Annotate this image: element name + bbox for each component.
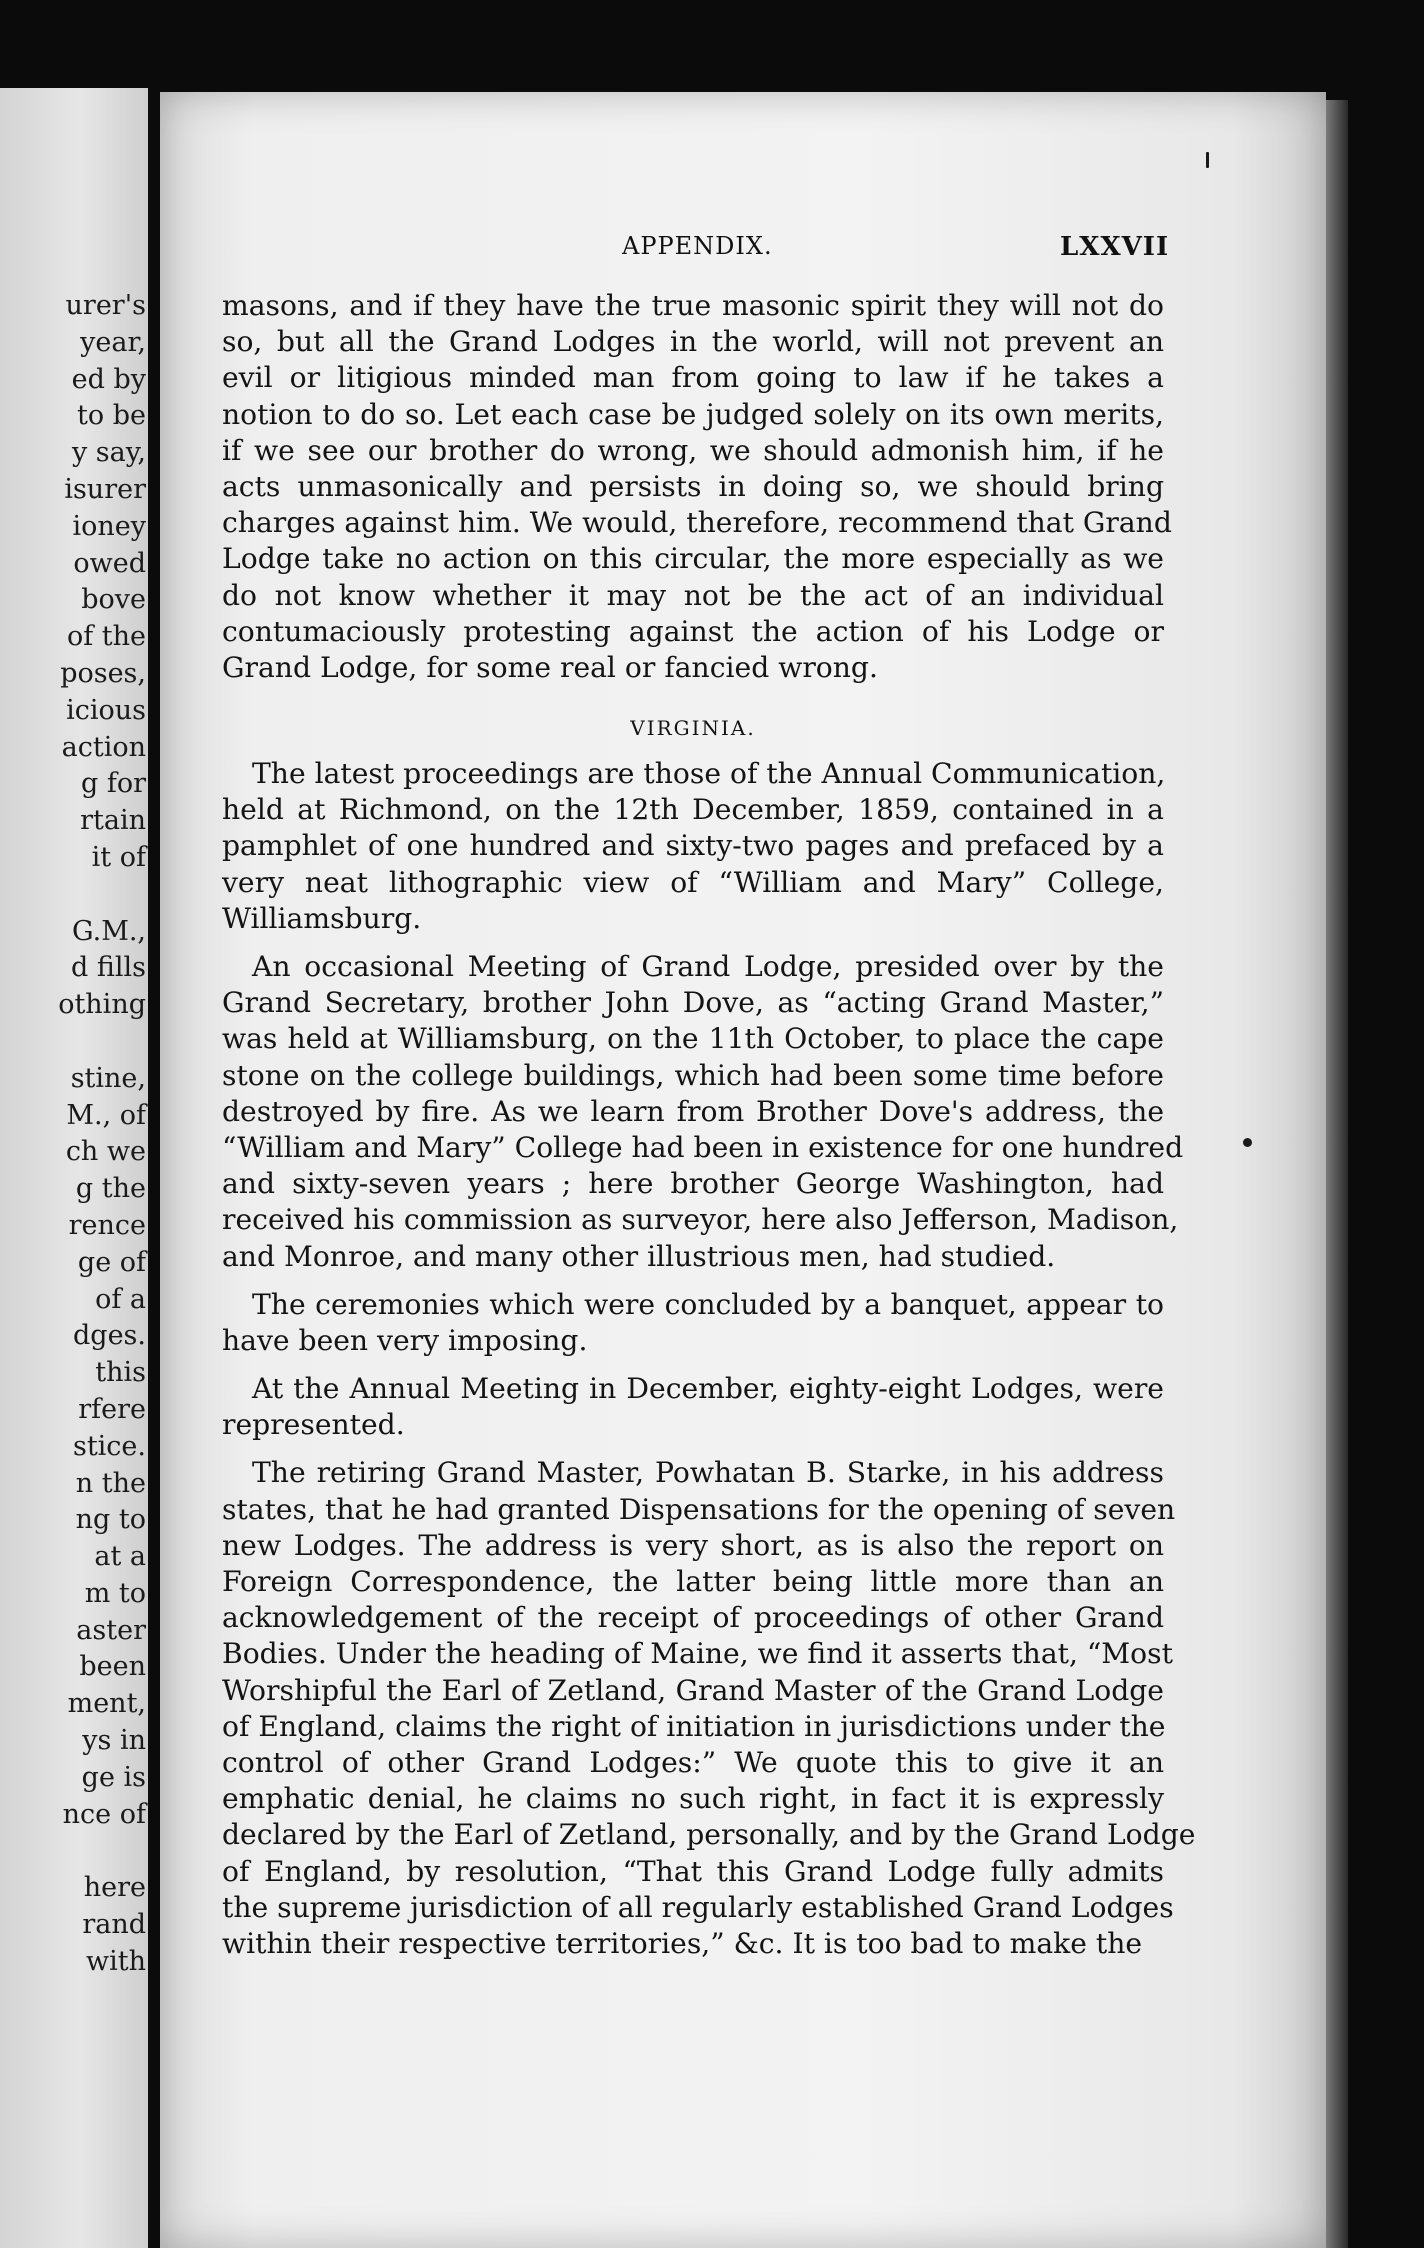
left-page-line: ch we: [65, 1136, 146, 1168]
left-page-lines: [58, 288, 146, 1981]
text-line: charges against him. We would, therefore, recommend that Grand: [222, 506, 1172, 540]
left-page-line: [58, 1024, 146, 1061]
text-line: the supreme jurisdiction of all regularly established Grand Lodges: [222, 1890, 1174, 1924]
body-text: [222, 288, 1196, 1962]
text-line: represented.: [222, 1408, 405, 1442]
left-page-line: m to: [84, 1577, 146, 1609]
ink-speck: [1206, 152, 1209, 168]
text-line: declared by the Earl of Zetland, personally, and by the Grand Lodge: [222, 1818, 1196, 1852]
text-line: control of other Grand Lodges:” We quote this to give it an: [222, 1745, 1164, 1779]
left-page-line: action: [61, 731, 146, 763]
text-line: acknowledgement of the receipt of proceedings of other Grand: [222, 1601, 1164, 1635]
left-page-line: here: [83, 1872, 146, 1904]
left-page-line: ng to: [75, 1504, 146, 1536]
text-line: do not know whether it may not be the act of an individual: [222, 578, 1164, 612]
left-page-line: M., of: [66, 1099, 146, 1131]
text-line: destroyed by fire. As we learn from Brother Dove's address, the: [222, 1094, 1164, 1128]
paragraph: [222, 949, 1184, 1275]
paragraph: [222, 1287, 1164, 1359]
left-page-line: this: [95, 1357, 146, 1389]
text-line: “William and Mary” College had been in existence for one hundred: [222, 1130, 1184, 1164]
paragraph: [222, 288, 1172, 686]
text-line: masons, and if they have the true masonic spirit they will not do: [222, 289, 1164, 322]
left-page-line: isurer: [64, 473, 146, 505]
left-page-line: g for: [80, 768, 146, 800]
text-line: states, that he had granted Dispensations for the opening of seven: [222, 1492, 1176, 1526]
text-line: and sixty-seven years ; here brother George Washington, had: [222, 1167, 1164, 1201]
left-page-line: d fills: [70, 952, 146, 984]
left-page-line: rence: [68, 1209, 146, 1241]
text-line: contumaciously protesting against the action of his Lodge or: [222, 614, 1164, 648]
left-page-line: owed: [73, 547, 146, 579]
left-page-line: [58, 1833, 146, 1870]
text-line: within their respective territories,” &c. It is too bad to make the: [222, 1926, 1143, 1960]
left-page-line: stine,: [70, 1062, 146, 1094]
left-page-line: to be: [77, 400, 146, 432]
left-page-line: nce of: [62, 1798, 146, 1830]
left-page-line: ge of: [77, 1246, 146, 1278]
left-page-line: ment,: [67, 1688, 146, 1720]
left-page-line: rtain: [80, 805, 146, 837]
text-line: Worshipful the Earl of Zetland, Grand Master of the Grand Lodge: [222, 1673, 1164, 1707]
left-page-line: stice.: [72, 1430, 146, 1462]
left-page-fragment: [0, 88, 148, 2248]
text-line: of England, by resolution, “That this Grand Lodge fully admits: [222, 1854, 1164, 1888]
left-page-line: dges.: [73, 1320, 146, 1352]
left-page-line: G.M.,: [72, 915, 146, 947]
left-page-line: of the: [66, 621, 146, 653]
text-line: Foreign Correspondence, the latter being little more than an: [222, 1565, 1164, 1598]
text-line: held at Richmond, on the 12th December, 1859, contained in a: [222, 793, 1164, 827]
text-line: stone on the college buildings, which had been some time before: [222, 1058, 1164, 1092]
left-page-line: it of: [91, 841, 146, 873]
left-page-line: with: [86, 1945, 146, 1977]
left-page-line: of a: [95, 1283, 146, 1315]
text-line: notion to do so. Let each case be judged solely on its own merits,: [222, 397, 1164, 431]
text-line: received his commission as surveyor, here also Jefferson, Madison,: [222, 1203, 1179, 1237]
left-page-line: y say,: [71, 437, 146, 469]
text-line: if we see our brother do wrong, we should admonish him, if he: [222, 433, 1164, 467]
left-page-line: icious: [66, 694, 146, 726]
left-page-line: g the: [75, 1173, 146, 1205]
left-page-line: urer's: [65, 290, 146, 321]
paragraph: [222, 1371, 1164, 1443]
text-line: The latest proceedings are those of the Annual Communication,: [252, 757, 1166, 791]
text-line: The ceremonies which were concluded by a banquet, appear to: [252, 1287, 1164, 1321]
left-page-line: othing: [58, 989, 146, 1021]
left-page-line: ioney: [72, 510, 146, 542]
text-line: At the Annual Meeting in December, eighty-eight Lodges, were: [252, 1372, 1164, 1406]
page-header: [0, 232, 1424, 272]
left-page-line: ge is: [81, 1761, 146, 1793]
text-line: An occasional Meeting of Grand Lodge, presided over by the: [252, 950, 1164, 983]
left-page-line: rand: [82, 1909, 146, 1941]
text-line: The retiring Grand Master, Powhatan B. Starke, in his address: [252, 1456, 1164, 1490]
left-page-line: poses,: [60, 657, 146, 689]
left-page-line: been: [79, 1651, 146, 1683]
page-edge-shadow: [1326, 100, 1348, 2248]
ink-speck: [1243, 1138, 1252, 1147]
text-line: was held at Williamsburg, on the 11th October, to place the cape: [222, 1022, 1164, 1056]
text-line: very neat lithographic view of “William and Mary” College,: [222, 865, 1164, 899]
text-line: Lodge take no action on this circular, the more especially as we: [222, 542, 1164, 576]
left-page-line: ed by: [71, 363, 146, 395]
text-line: of England, claims the right of initiation in jurisdictions under the: [222, 1709, 1166, 1743]
left-page-line: [58, 877, 146, 914]
text-line: Grand Secretary, brother John Dove, as “acting Grand Master,”: [222, 986, 1164, 1020]
running-head: APPENDIX.: [622, 232, 773, 260]
text-line: have been very imposing.: [222, 1323, 588, 1357]
text-line: so, but all the Grand Lodges in the world, will not prevent an: [222, 325, 1164, 359]
paragraph: [222, 756, 1164, 937]
text-line: Grand Lodge, for some real or fancied wrong.: [222, 650, 878, 684]
left-page-line: n the: [75, 1467, 146, 1499]
text-line: Bodies. Under the heading of Maine, we find it asserts that, “Most: [222, 1637, 1173, 1671]
text-line: Williamsburg.: [222, 901, 422, 935]
text-line: pamphlet of one hundred and sixty-two pages and prefaced by a: [222, 829, 1164, 863]
left-page-line: at a: [94, 1541, 146, 1573]
left-page-line: aster: [76, 1614, 146, 1646]
text-line: evil or litigious minded man from going to law if he takes a: [222, 361, 1164, 395]
left-page-line: rfere: [78, 1393, 146, 1425]
left-page-line: ys in: [82, 1725, 146, 1757]
page-number: LXXVII: [1060, 232, 1170, 262]
paragraph: [222, 1455, 1196, 1962]
left-page-line: bove: [81, 584, 146, 616]
text-line: acts unmasonically and persists in doing so, we should bring: [222, 469, 1164, 503]
section-heading: VIRGINIA.: [630, 716, 756, 741]
left-page-line: year,: [80, 326, 146, 358]
text-line: new Lodges. The address is very short, as is also the report on: [222, 1528, 1164, 1562]
text-line: emphatic denial, he claims no such right, in fact it is expressly: [222, 1782, 1164, 1816]
text-line: and Monroe, and many other illustrious men, had studied.: [222, 1239, 1056, 1273]
